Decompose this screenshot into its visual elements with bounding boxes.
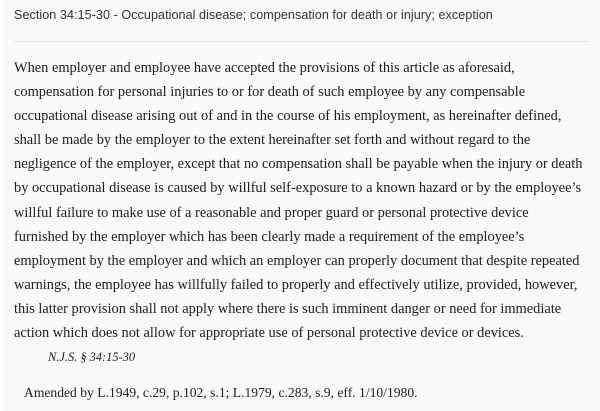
- page-title: Section 34:15-30 - Occupational disease; compensation for death or injury; exception: [14, 8, 493, 22]
- statute-body-paragraph: When employer and employee have accepted the provisions of this article as aforesaid, compensation for personal injuries to or for death of such employee by any compensable occupational disease arising out of and in the course of his employment, as hereinafter defined, shall be made by the employer to the extent hereinafter set forth and without regard to the negligence of the employer, except that no compensation shall be payable when the injury or death by occupational disease is caused by willful self-exposure to a known hazard or by the employee’s willful failure to make use of a reasonable and proper guard or personal protective device furnished by the employer which has been clearly made a requirement of the employee’s employment by the employer and which an employer can properly document that despite repeated warnings, the employee has willfully failed to properly and effectively utilize, provided, however, this latter provision shall not apply where there is such imminent danger or need for immediate action which does not allow for appropriate use of personal protective device or devices.: [14, 60, 583, 342]
- amendment-history: Amended by L.1949, c.29, p.102, s.1; L.1979, c.283, s.9, eff. 1/10/1980.: [24, 385, 418, 400]
- statute-citation: N.J.S. § 34:15-30: [48, 350, 136, 364]
- statute-body-container: [14, 56, 586, 345]
- header-divider: [14, 41, 588, 42]
